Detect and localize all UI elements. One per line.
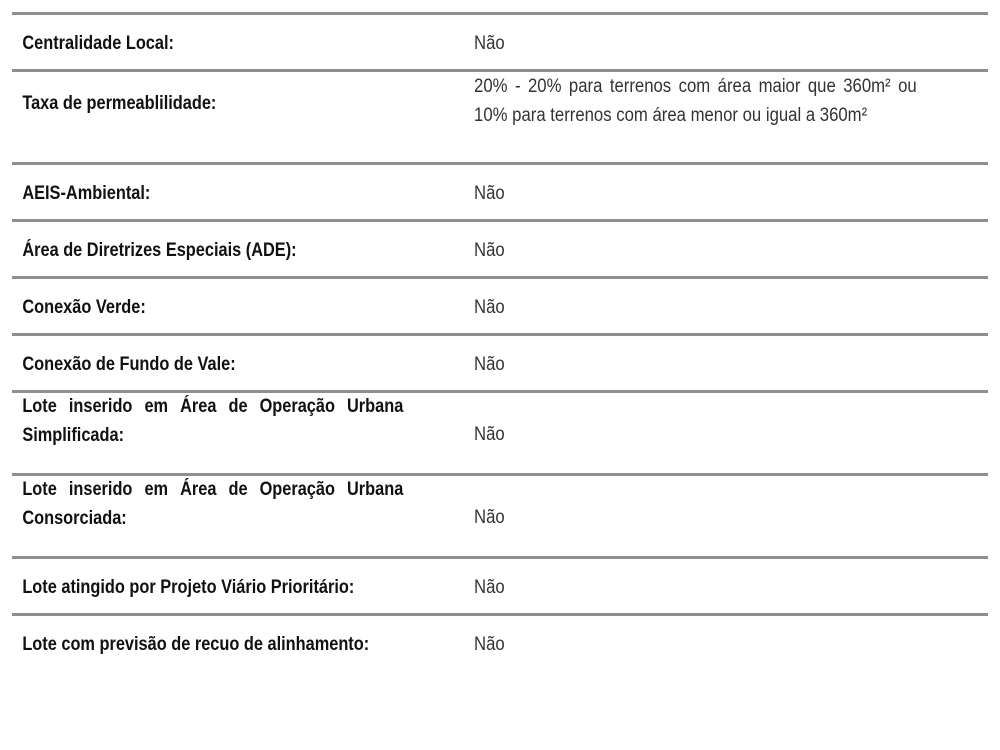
row-label: Lote com previsão de recuo de alinhamento: bbox=[22, 634, 370, 655]
table-row bbox=[12, 556, 988, 613]
table-row bbox=[12, 12, 988, 69]
row-value: Não bbox=[474, 424, 505, 445]
table-row bbox=[12, 390, 988, 473]
row-label: Conexão de Fundo de Vale: bbox=[22, 354, 236, 375]
table-row bbox=[12, 219, 988, 276]
row-value: Não bbox=[474, 634, 505, 655]
row-value: Não bbox=[474, 507, 505, 528]
row-value: 20% - 20% para terrenos com área maior que 360m² ou 10% para terrenos com área menor ou igual a 360m² bbox=[474, 76, 917, 126]
table-row bbox=[12, 613, 988, 670]
row-label: Lote atingido por Projeto Viário Prioritário: bbox=[22, 577, 355, 598]
row-value: Não bbox=[474, 240, 505, 261]
row-label: Lote inserido em Área de Operação Urbana Simplificada: bbox=[22, 395, 404, 446]
row-value: Não bbox=[474, 183, 505, 204]
row-label: AEIS-Ambiental: bbox=[22, 183, 151, 204]
table-row bbox=[12, 473, 988, 556]
row-value: Não bbox=[474, 33, 505, 54]
row-label: Lote inserido em Área de Operação Urbana Consorciada: bbox=[22, 478, 404, 529]
table-row bbox=[12, 162, 988, 219]
row-label: Taxa de permeablilidade: bbox=[22, 92, 217, 114]
zoning-info-table bbox=[12, 12, 988, 670]
row-label: Conexão Verde: bbox=[22, 297, 146, 318]
row-value: Não bbox=[474, 354, 505, 375]
table-row bbox=[12, 276, 988, 333]
row-value: Não bbox=[474, 297, 505, 318]
row-label: Área de Diretrizes Especiais (ADE): bbox=[22, 240, 297, 261]
table-row bbox=[12, 69, 988, 162]
row-value: Não bbox=[474, 577, 505, 598]
row-label: Centralidade Local: bbox=[22, 33, 174, 54]
table-row bbox=[12, 333, 988, 390]
